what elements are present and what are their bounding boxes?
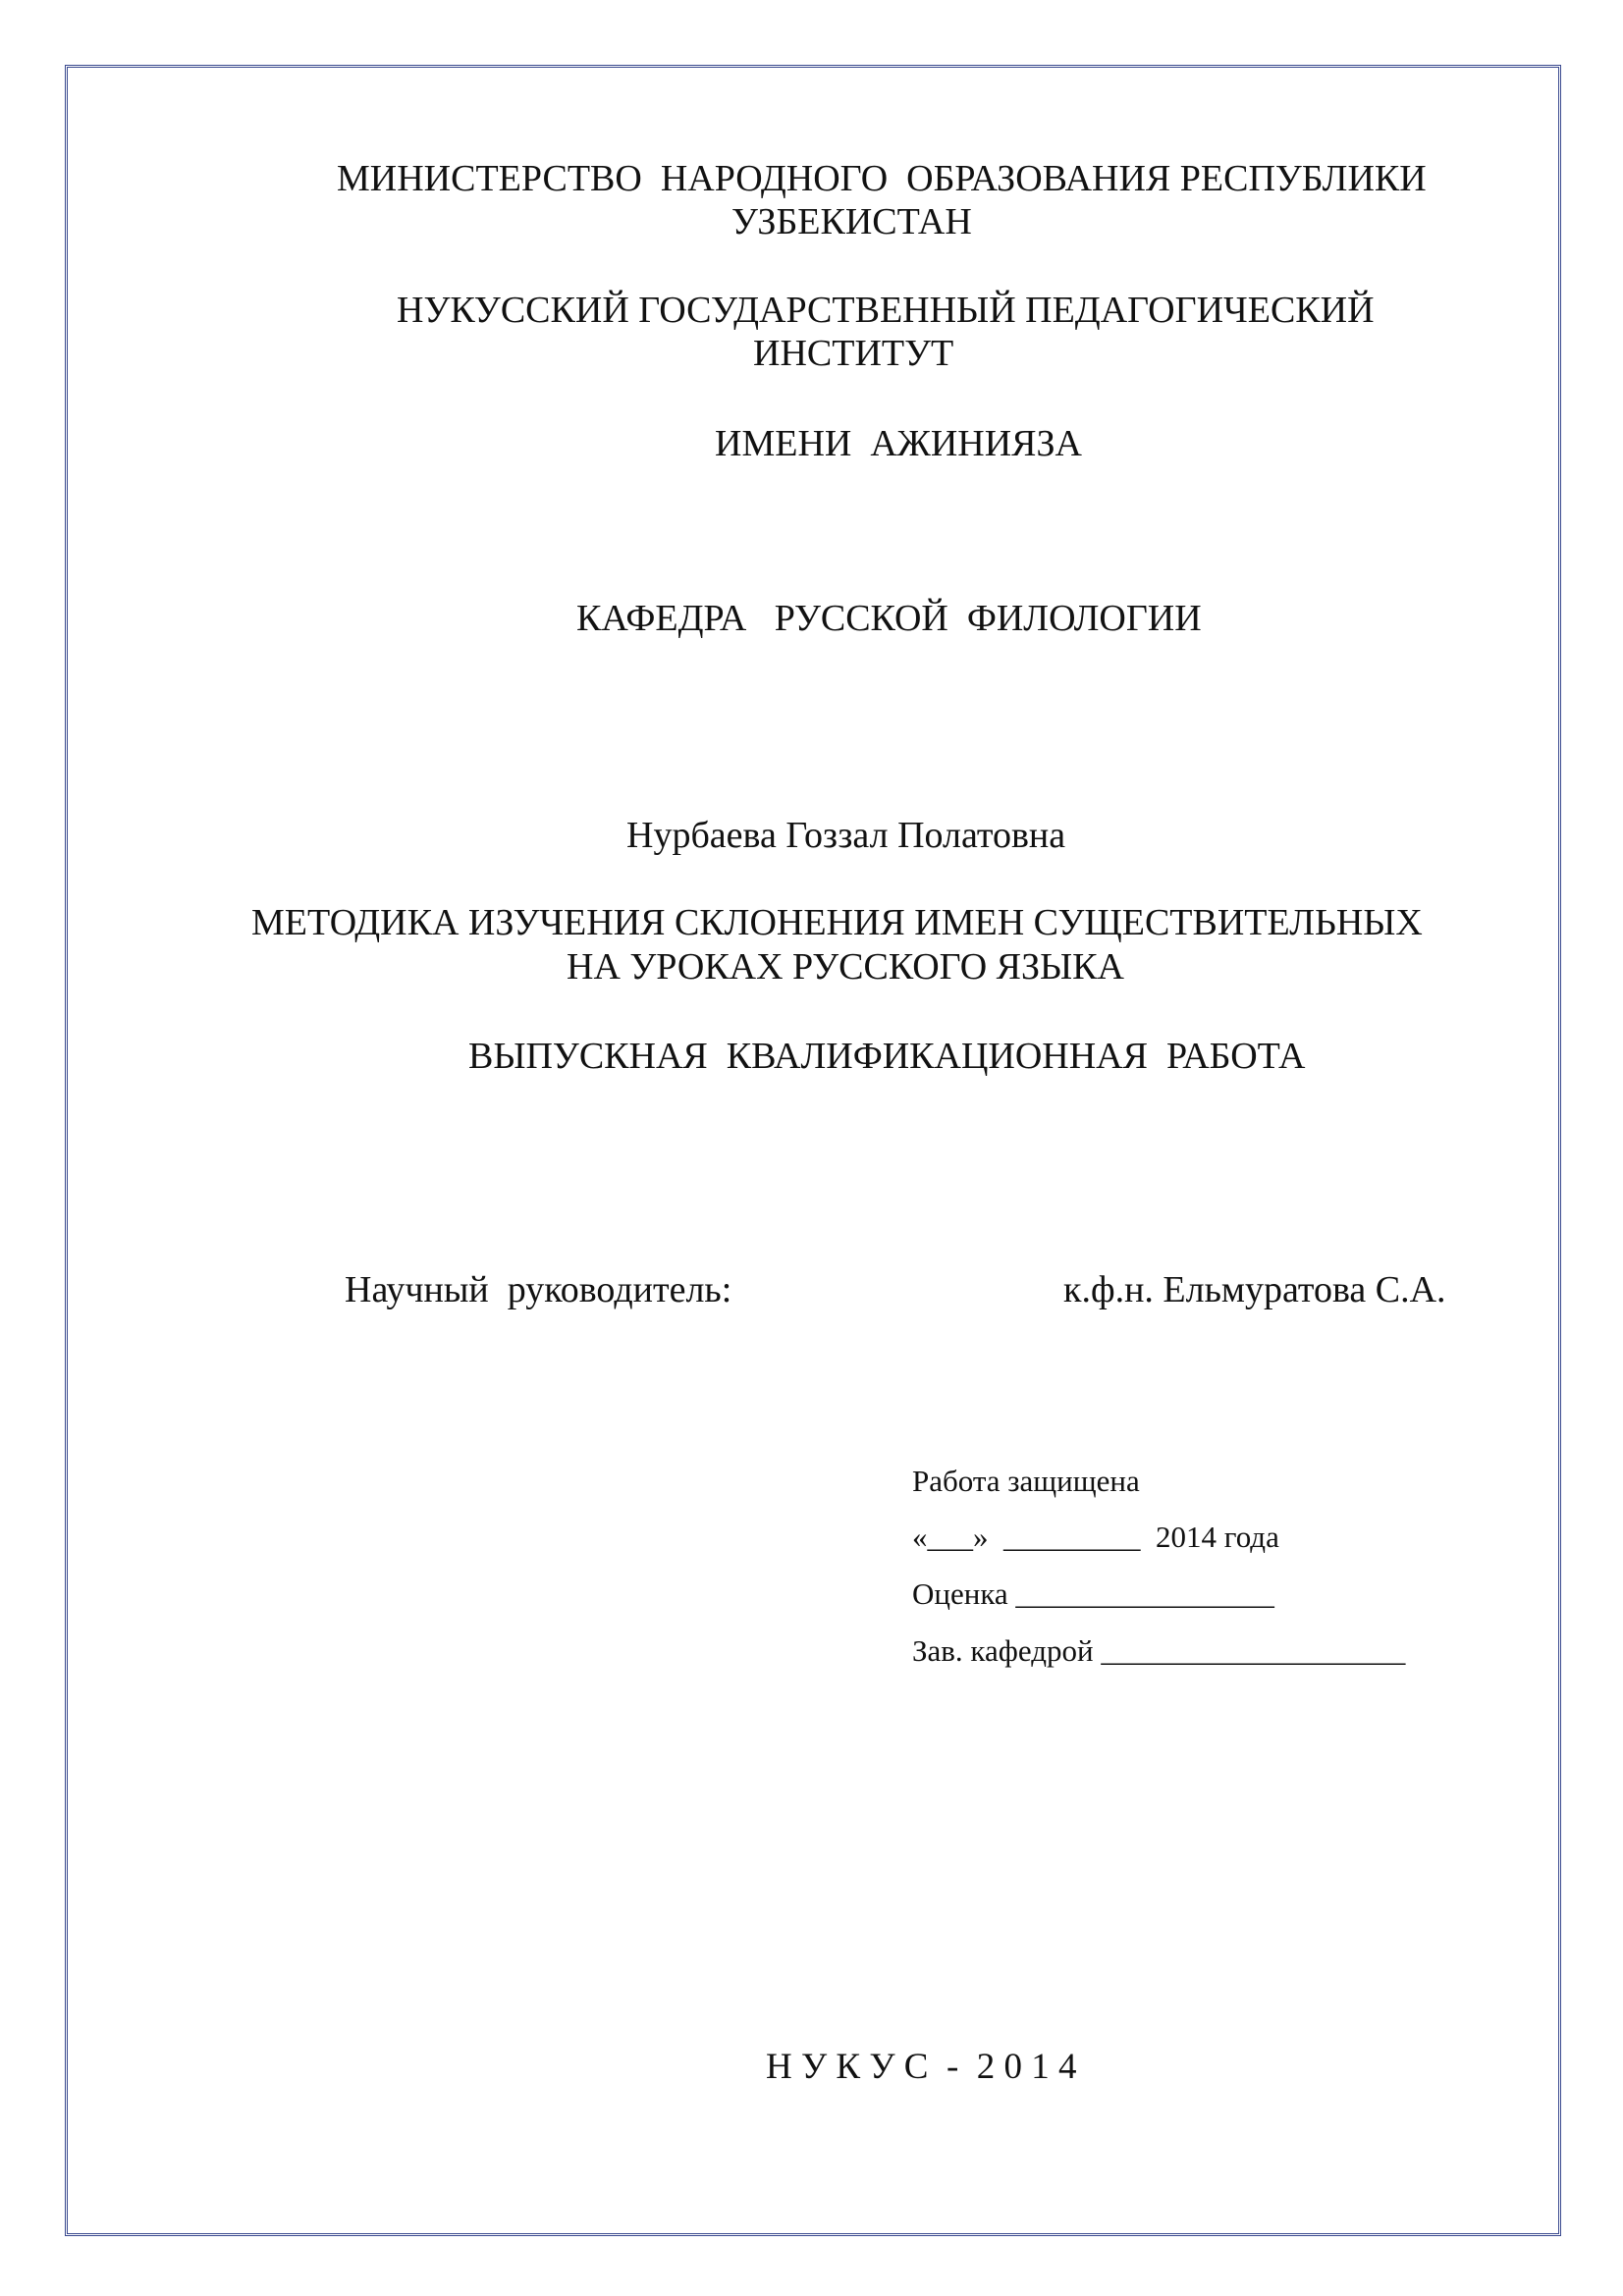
ministry-line-2: УЗБЕКИСТАН — [731, 201, 972, 242]
defense-date: «___» _________ 2014 года — [912, 1520, 1279, 1554]
institute-line-3: ИМЕНИ АЖИНИЯЗА — [715, 423, 1082, 464]
ministry-line-1: МИНИСТЕРСТВО НАРОДНОГО ОБРАЗОВАНИЯ РЕСПУБЛИКИ — [337, 158, 1427, 199]
thesis-title-line-2: НА УРОКАХ РУССКОГО ЯЗЫКА — [567, 946, 1124, 988]
institute-line-1: НУКУССКИЙ ГОСУДАРСТВЕННЫЙ ПЕДАГОГИЧЕСКИЙ — [397, 290, 1375, 331]
author-name: Нурбаева Гоззал Полатовна — [626, 815, 1066, 856]
institute-line-2: ИНСТИТУТ — [753, 333, 954, 374]
department-name: КАФЕДРА РУССКОЙ ФИЛОЛОГИИ — [576, 598, 1202, 639]
supervisor-label: Научный руководитель: — [345, 1269, 732, 1310]
city-year-footer: Н У К У С - 2 0 1 4 — [766, 2047, 1077, 2087]
supervisor-name: к.ф.н. Ельмуратова С.А. — [1063, 1269, 1446, 1310]
defense-status: Работа защищена — [912, 1464, 1140, 1498]
defense-head-of-department: Зав. кафедрой ____________________ — [912, 1633, 1406, 1668]
page-border — [65, 65, 1561, 2236]
work-type: ВЫПУСКНАЯ КВАЛИФИКАЦИОННАЯ РАБОТА — [468, 1036, 1306, 1077]
defense-grade: Оценка _________________ — [912, 1576, 1274, 1611]
thesis-title-line-1: МЕТОДИКА ИЗУЧЕНИЯ СКЛОНЕНИЯ ИМЕН СУЩЕСТВИТЕЛЬНЫХ — [251, 902, 1423, 943]
